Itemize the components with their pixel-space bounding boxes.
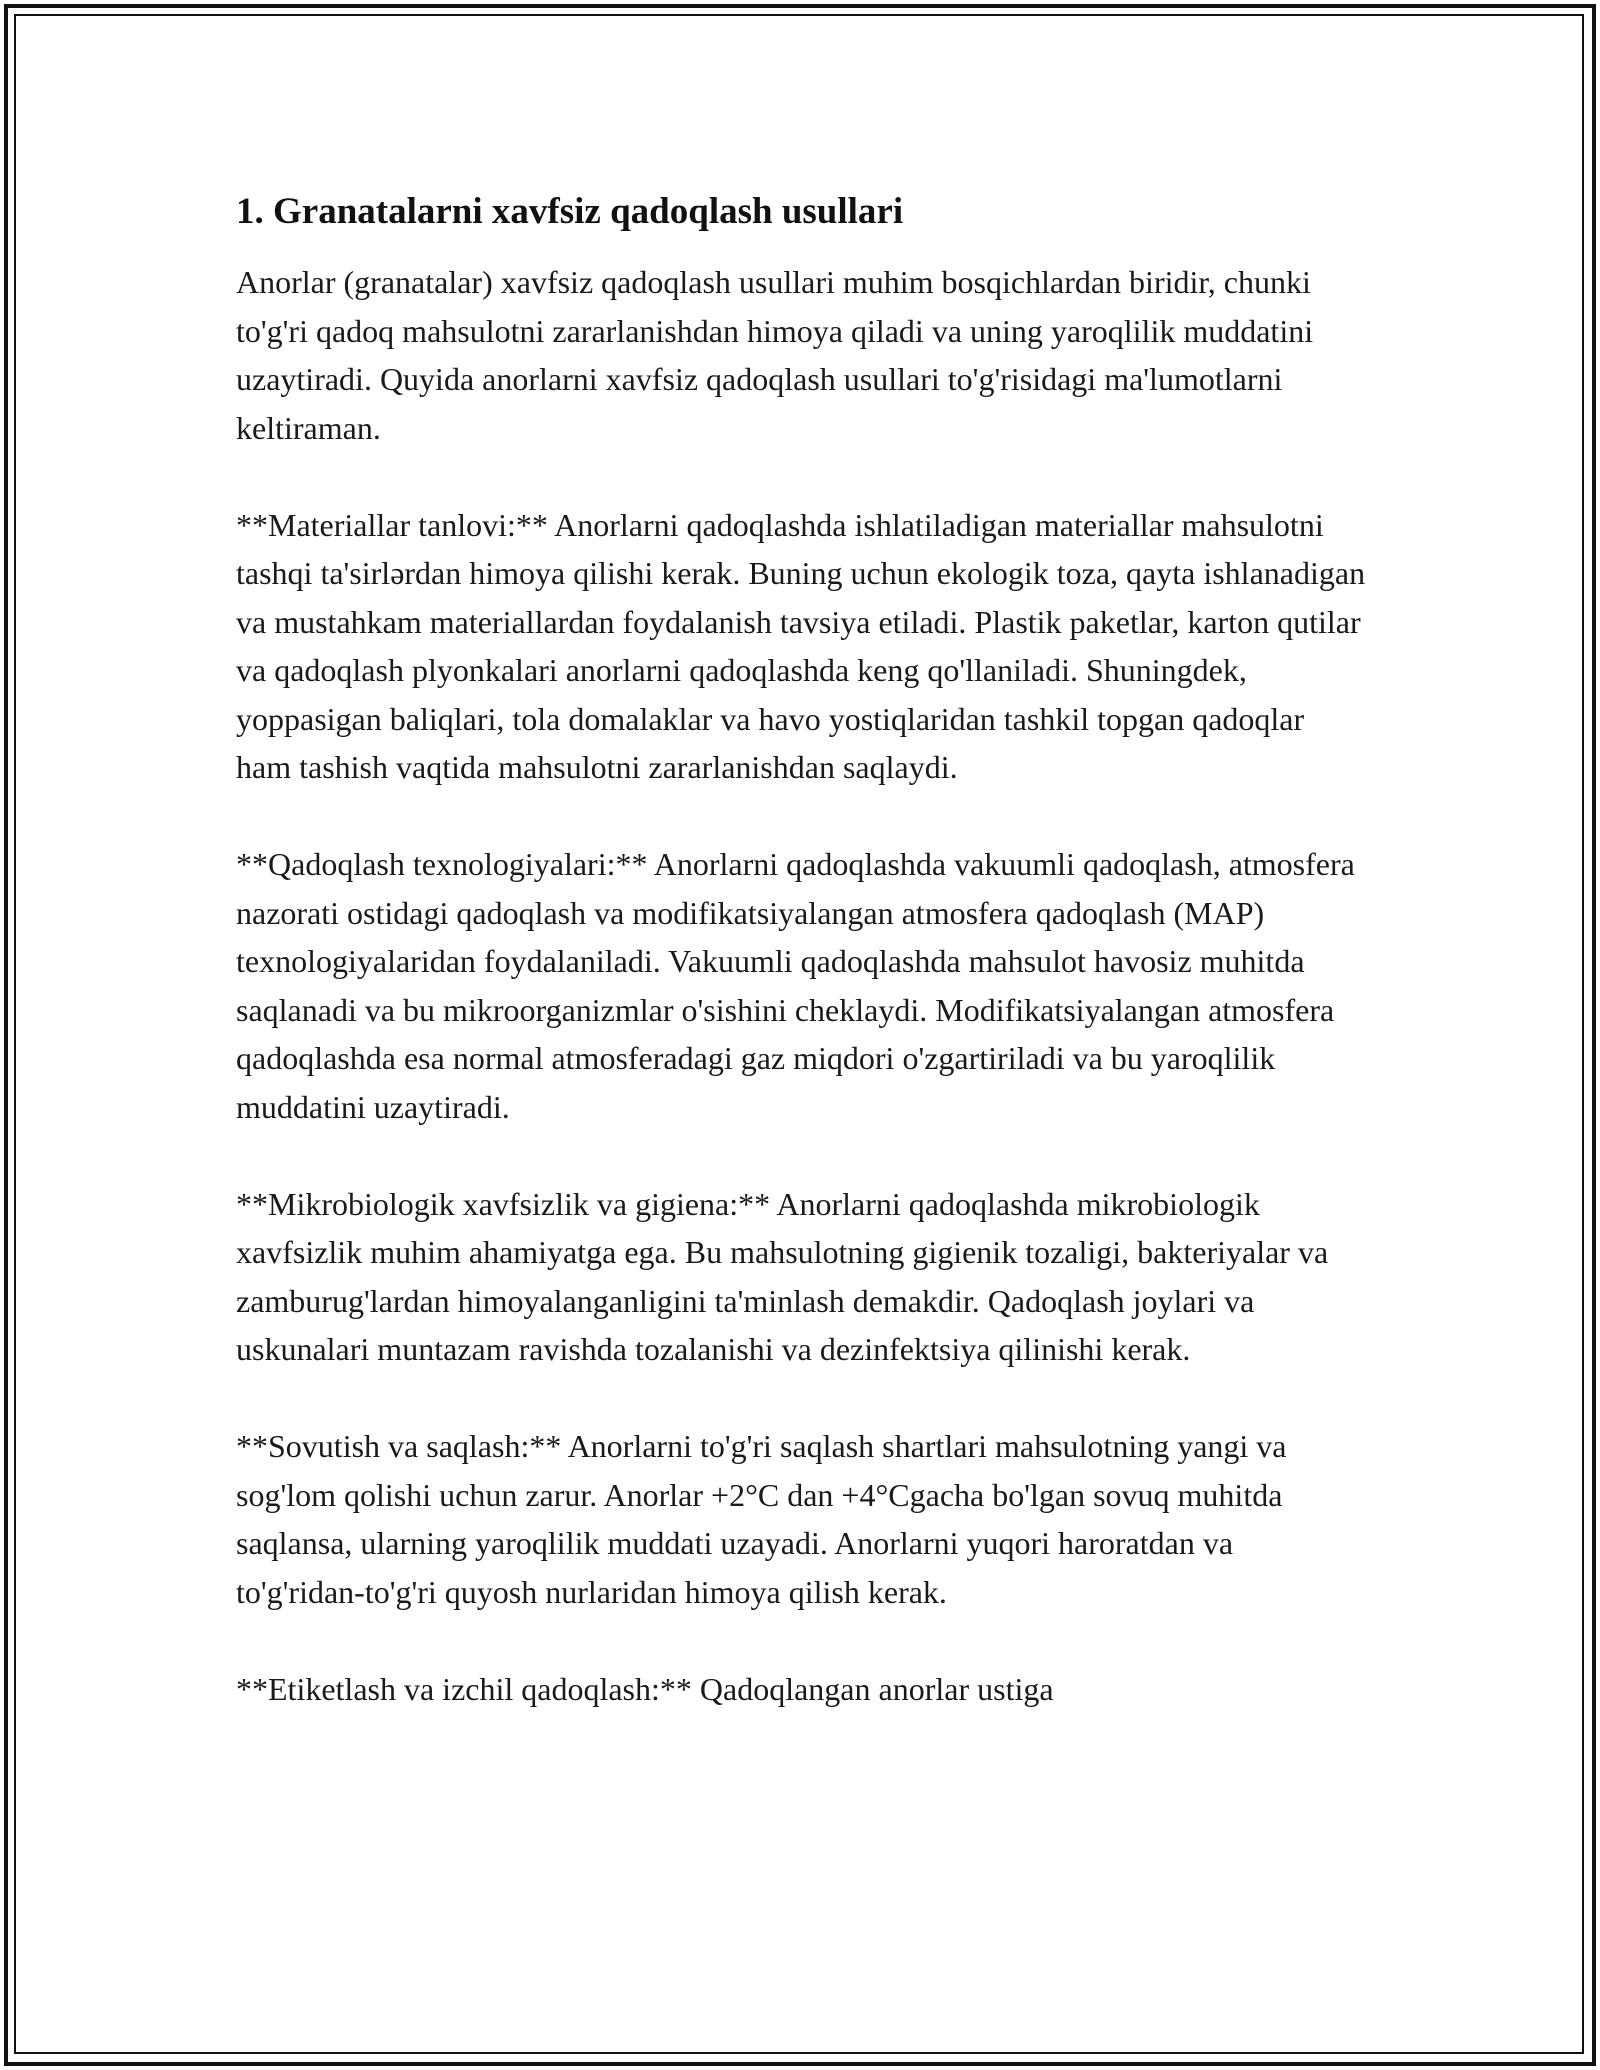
paragraph-storage: **Sovutish va saqlash:** Anorlarni to'g'ri saqlash shartlari mahsulotning yangi va sog'lom qolishi uchun zarur. Anorlar +2°C dan +4°Cgacha bo'lgan sovuq muhitda saqlansa, ularning yaroqlilik muddati uzayadi. Anorlarni yuqori haroratdan va to'g'ridan-to'g'ri quyosh nurlaridan himoya qilish kerak. xyxy=(236,1428,1287,1610)
paragraph-technologies: **Qadoqlash texnologiyalari:** Anorlarni qadoqlashda vakuumli qadoqlash, atmosfera nazorati ostidagi qadoqlash va modifikatsiyalangan atmosfera qadoqlash (MAP) texnologiyalaridan foydalaniladi. Vakuumli qadoqlashda mahsulot havosiz muhitda saqlanadi va bu mikroorganizmlar o'sishini cheklaydi. Modifikatsiyalangan atmosfera qadoqlashda esa normal atmosferadagi gaz miqdori o'zgartiriladi va bu yaroqlilik muddatini uzaytiradi. xyxy=(236,846,1355,1125)
paragraph-intro: Anorlar (granatalar) xavfsiz qadoqlash usullari muhim bosqichlardan biridir, chunki to'g'ri qadoq mahsulotni zararlanishdan himoya qiladi va uning yaroqlilik muddatini uzaytiradi. Quyida anorlarni xavfsiz qadoqlash usullari to'g'risidagi ma'lumotlarni keltiraman. xyxy=(236,264,1314,446)
document-body xyxy=(236,188,1366,1762)
document-heading: 1. Granatalarni xavfsiz qadoqlash usullari xyxy=(236,191,904,232)
paragraph-materials: **Materiallar tanlovi:** Anorlarni qadoqlashda ishlatiladigan materiallar mahsulotni tashqi ta'sirlərdan himoya qilishi kerak. Buning uchun ekologik toza, qayta ishlanadigan va mustahkam materiallardan foydalanish tavsiya etiladi. Plastik paketlar, karton qutilar va qadoqlash plyonkalari anorlarni qadoqlashda keng qo'llaniladi. Shuningdek, yoppasigan baliqlari, tola domalaklar va havo yostiqlaridan tashkil topgan qadoqlar ham tashish vaqtida mahsulotni zararlanishdan saqlaydi. xyxy=(236,506,1366,785)
paragraph-labeling: **Etiketlash va izchil qadoqlash:** Qadoqlangan anorlar ustiga xyxy=(236,1670,1054,1707)
paragraph-hygiene: **Mikrobiologik xavfsizlik va gigiena:** Anorlarni qadoqlashda mikrobiologik xavfsizlik muhim ahamiyatga ega. Bu mahsulotning gigienik tozaligi, bakteriyalar va zamburug'lardan himoyalanganligini ta'minlash demakdir. Qadoqlash joylari va uskunalari muntazam ravishda tozalanishi va dezinfektsiya qilinishi kerak. xyxy=(236,1185,1329,1367)
